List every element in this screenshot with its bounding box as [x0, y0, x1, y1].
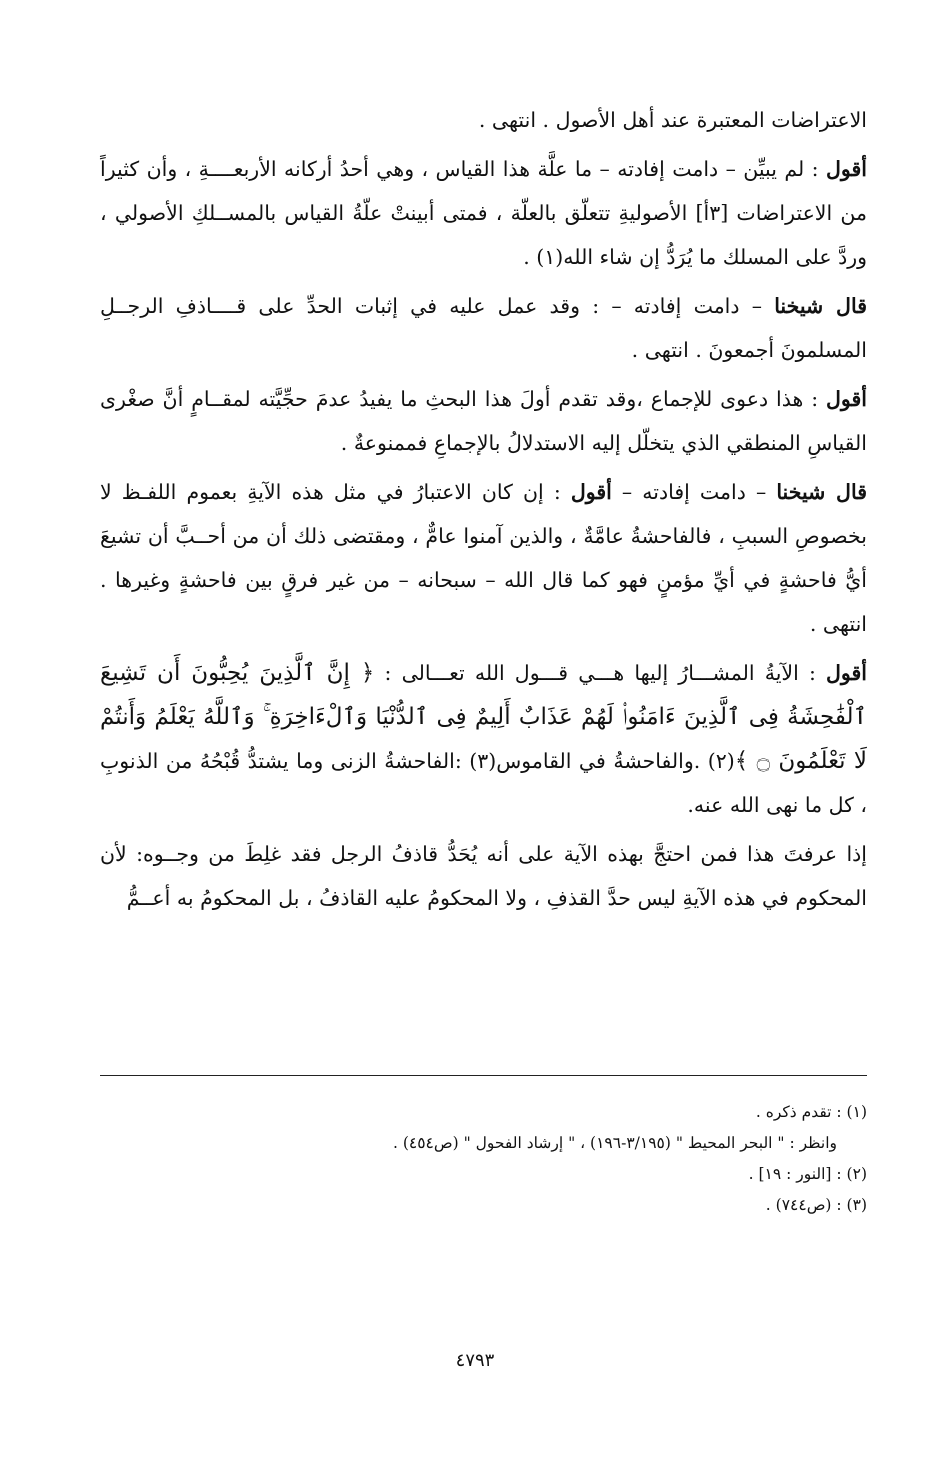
paragraph-lead: قال شيخنا: [774, 294, 867, 318]
paragraph-lead: قال شيخنا: [776, 480, 867, 504]
footnotes: [100, 1097, 867, 1221]
paragraph-text: : الآيةُ المشـــارُ إليها هـــي قـــول الله تعـــالى :: [374, 661, 827, 685]
paragraph-2: [100, 147, 867, 279]
paragraph-3: [100, 284, 867, 372]
paragraph-lead: أقول: [826, 661, 867, 685]
paragraph-text: : هذا دعوى للإجماع ،وقد تقدم أولَ هذا البحثِ ما يفيدُ عدمَ حجِّيَّته لمقــامٍ أنَّ صغْرى القياسِ المنطقي الذي يتخلّل إليه الاستدلالُ بالإجماعِ فممنوعةٌ .: [100, 387, 867, 455]
paragraph-lead: أقول: [826, 387, 867, 411]
paragraph-4: [100, 377, 867, 465]
paragraph-lead: أقول: [826, 157, 867, 181]
footnote-2: (٢) : [النور : ١٩] .: [748, 1165, 867, 1183]
paragraph-text: (٢) .والفاحشةُ في القاموس(٣) :الفاحشةُ الزنى وما يشتدُّ قُبْحُهُ من الذنوبِ ، كل ما نهى الله عنه.: [100, 749, 867, 817]
paragraph-6: [100, 651, 867, 827]
footnote-1-continuation: وانظر : " البحر المحيط " (٣/١٩٥-١٩٦) ، " إرشاد الفحول " (ص٤٥٤) .: [393, 1134, 837, 1152]
quran-verse: ﴿ إِنَّ ٱلَّذِينَ يُحِبُّونَ أَن تَشِيعَ ٱلْفَٰحِشَةُ فِى ٱلَّذِينَ ءَامَنُوا۟ لَهُمْ عَذَابٌ أَلِيمٌ فِى ٱلدُّنْيَا وَٱلْءَاخِرَةِ ۚ وَٱللَّهُ يَعْلَمُ وَأَنتُمْ لَا تَعْلَمُونَ ۝ ﴾: [100, 660, 868, 774]
paragraph-text: : لم يبيِّن – دامت إفادته – ما علَّة هذا القياس ، وهي أحدُ أركانه الأربعــــةِ ، وأن كثيراً من الاعتراضات [٣أ] الأصوليةِ تتعلّق بالعلّة ، فمتى أبينتْ علّةُ القياس بالمســلكِ الأصولي ، وردَّ على المسلك ما يُرَدُّ إن شاء الله(١) .: [100, 157, 867, 269]
paragraph-5: [100, 470, 867, 646]
paragraph-text: – دامت إفادته –: [611, 480, 777, 504]
paragraph-text: : إن كان الاعتبارُ في مثل هذه الآيةِ بعموم اللفـظ لا بخصوصِ السببِ ، فالفاحشةُ عامَّةٌ ، والذين آمنوا عامٌّ ، ومقتضى ذلك أن من أحــبَّ أن تشيعَ أيُّ فاحشةٍ في أيِّ مؤمنٍ فهو كما قال الله – سبحانه – من غير فرقٍ بين فاحشةٍ وغيرها . انتهى .: [100, 480, 867, 636]
main-text: [100, 98, 867, 925]
paragraph-7: إذا عرفتَ هذا فمن احتجَّ بهذه الآية على أنه يُحَدُّ قاذفُ الرجل فقد غلِطَ من وجــوه: لأن المحكوم في هذه الآيةِ ليس حدَّ القذفِ ، ولا المحكومُ عليه القاذفُ ، بل المحكومُ به أعــمُّ: [100, 842, 867, 910]
paragraph-lead-2: أقول: [570, 480, 612, 504]
paragraph-1: الاعتراضات المعتبرة عند أهل الأصول . انتهى .: [478, 108, 867, 132]
footnote-1: (١) : تقدم ذكره .: [755, 1103, 867, 1121]
paragraph-text: – دامت إفادته – : وقد عمل عليه في إثبات الحدِّ على قــــاذفِ الرجــلِ المسلمونَ أجمعونَ . انتهى .: [100, 294, 867, 362]
footnote-divider: [100, 1075, 867, 1076]
page-number: ٤٧٩٣: [455, 1350, 495, 1371]
footnote-3: (٣) : (ص٧٤٤) .: [765, 1196, 867, 1214]
